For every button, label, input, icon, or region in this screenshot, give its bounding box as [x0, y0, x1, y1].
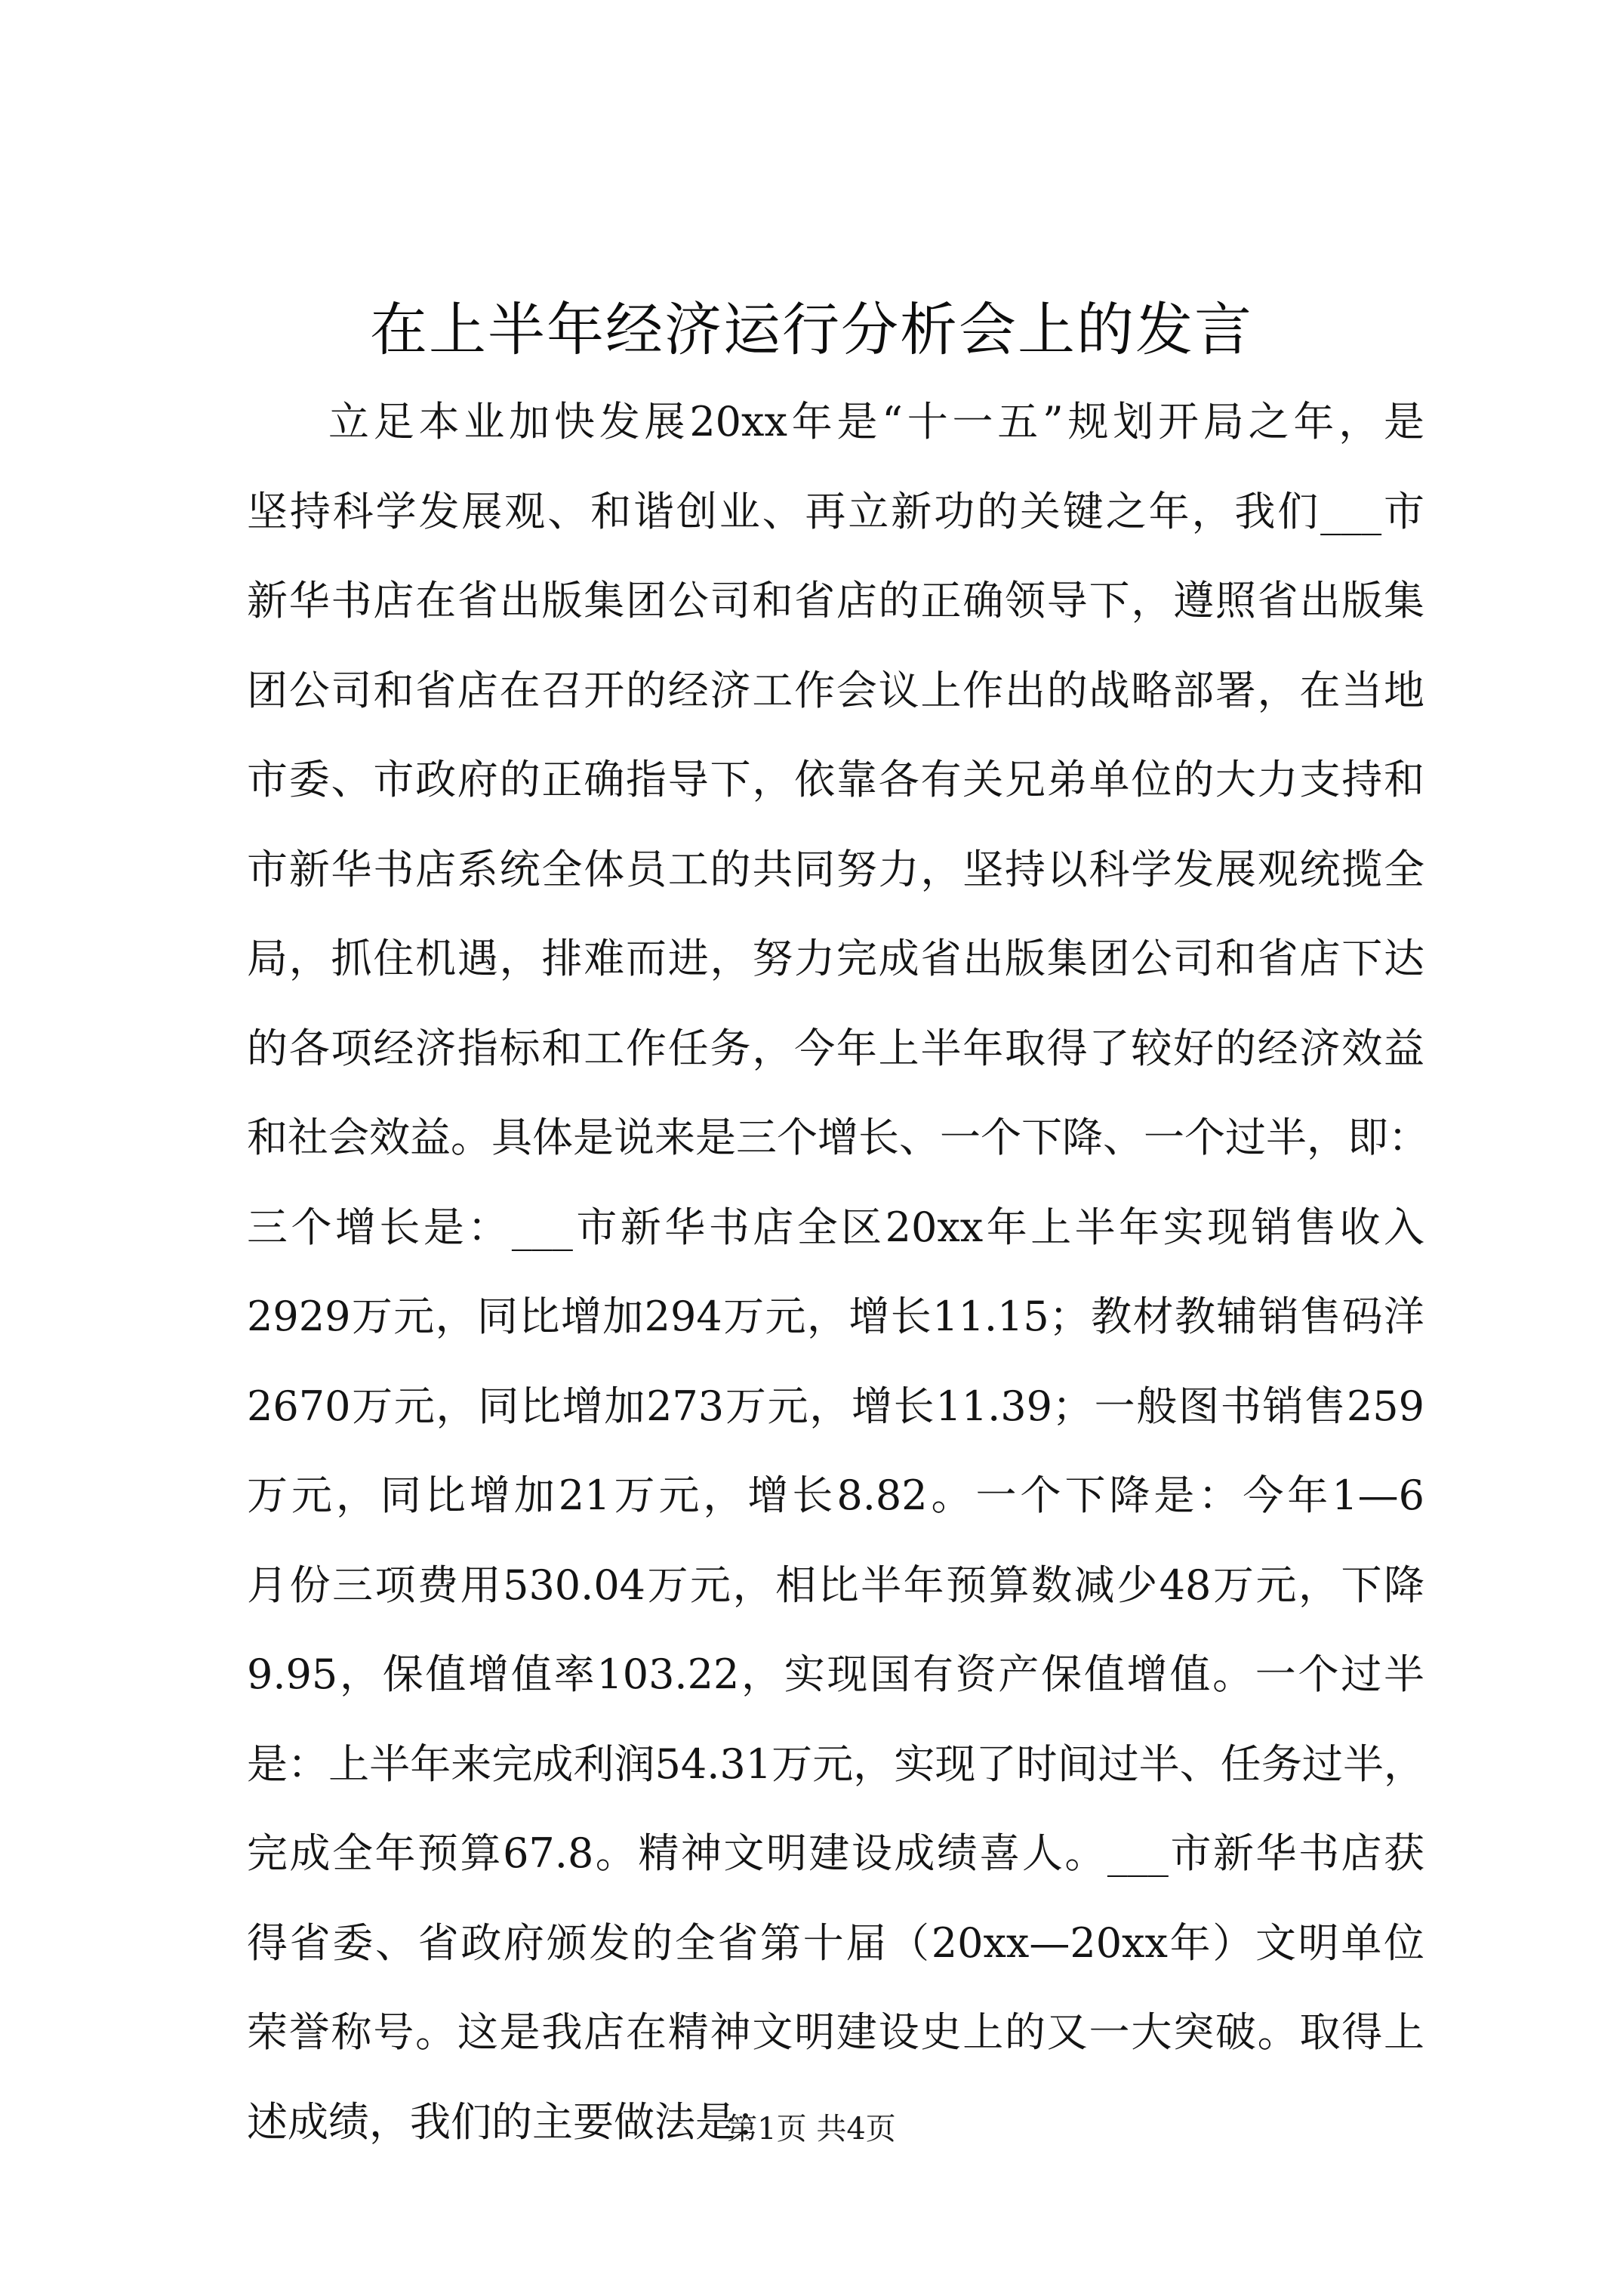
paragraph-line: 2929万元，同比增加294万元，增长11.15；教材教辅销售码洋	[247, 1293, 1424, 1340]
paragraph-line: 坚持科学发展观、和谐创业、再立新功的关键之年，我们___市	[247, 487, 1424, 535]
paragraph-line: 得省委、省政府颁发的全省第十届（20xx—20xx年）文明单位	[247, 1918, 1424, 1967]
paragraph-line: 市委、市政府的正确指导下，依靠各有关兄弟单位的大力支持和	[247, 756, 1424, 803]
page-number-footer: 第1页 共4页	[727, 2112, 896, 2147]
paragraph-line: 月份三项费用530.04万元，相比半年预算数减少48万元，下降	[247, 1561, 1424, 1609]
paragraph-line: 和社会效益。具体是说来是三个增长、一个下降、一个过半，即：	[247, 1114, 1429, 1161]
paragraph-line: 立足本业加快发展20xx年是“十一五”规划开局之年，是	[328, 398, 1424, 445]
paragraph-line: 的各项经济指标和工作任务，今年上半年取得了较好的经济效益	[247, 1024, 1424, 1072]
paragraph-line: 述成绩，我们的主要做法是：	[247, 2097, 777, 2146]
paragraph-line: 是：上半年来完成利润54.31万元，实现了时间过半、任务过半，	[247, 1740, 1424, 1788]
paragraph-line: 新华书店在省出版集团公司和省店的正确领导下，遵照省出版集	[247, 577, 1424, 624]
paragraph-line: 团公司和省店在召开的经济工作会议上作出的战略部署，在当地	[247, 666, 1424, 714]
paragraph-line: 9.95，保值增值率103.22，实现国有资产保值增值。一个过半	[247, 1650, 1424, 1698]
paragraph-line: 万元，同比增加21万元，增长8.82。一个下降是：今年1—6	[247, 1472, 1424, 1519]
paragraph-line: 2670万元，同比增加273万元，增长11.39；一般图书销售259	[247, 1382, 1424, 1430]
body-paragraph	[247, 378, 1429, 2167]
paragraph-line: 市新华书店系统全体员工的共同努力，坚持以科学发展观统揽全	[247, 845, 1424, 893]
paragraph-line: 局，抓住机遇，排难而进，努力完成省出版集团公司和省店下达	[247, 935, 1424, 982]
paragraph-line: 三个增长是：___市新华书店全区20xx年上半年实现销售收入	[247, 1203, 1424, 1251]
page-title: 在上半年经济运行分析会上的发言	[370, 296, 1253, 363]
paragraph-line: 荣誉称号。这是我店在精神文明建设史上的又一大突破。取得上	[247, 2008, 1424, 2056]
paragraph-line: 完成全年预算67.8。精神文明建设成绩喜人。___市新华书店获	[247, 1829, 1424, 1877]
